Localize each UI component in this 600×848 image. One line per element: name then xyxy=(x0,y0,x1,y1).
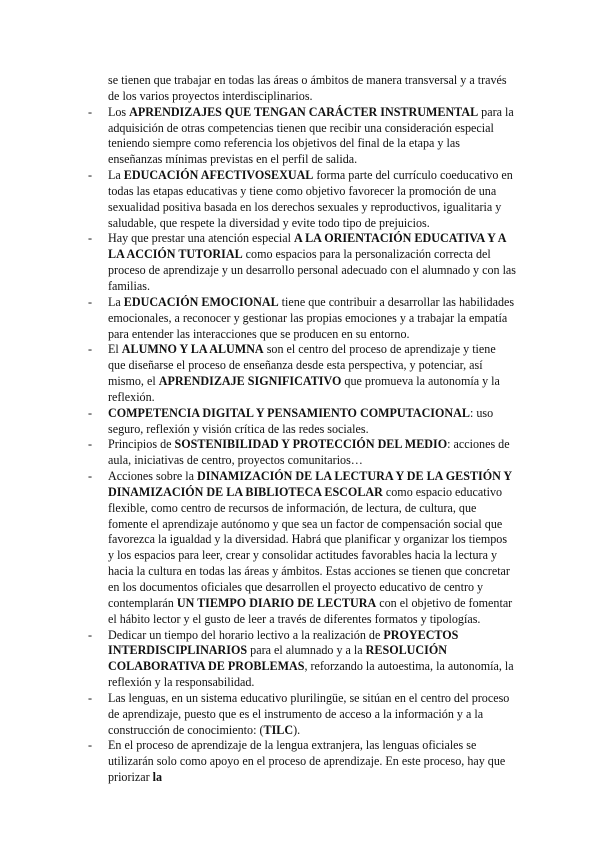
list-item xyxy=(88,168,516,231)
item-text: como espacios para la personalización correcta del proceso de aprendizaje y un desarrollo personal adecuado con el alumnado y con las familias. xyxy=(108,247,517,293)
bold-term: EDUCACIÓN EMOCIONAL xyxy=(123,294,279,309)
list-item xyxy=(88,469,516,627)
bullet-dash: - xyxy=(88,294,93,309)
bold-term: UN TIEMPO DIARIO DE LECTURA xyxy=(176,595,377,610)
item-text: Las lenguas, en un sistema educativo plurilingüe, se sitúan en el centro del proceso de aprendizaje, puesto que es el instrumento de acceso a la información y a la construcción de conocimiento: ( xyxy=(108,690,510,737)
bullet-dash: - xyxy=(88,104,93,119)
list-item xyxy=(88,104,516,168)
item-text: Dedicar un tiempo del horario lectivo a la realización de xyxy=(108,627,384,642)
bold-term: SOSTENIBILIDAD Y PROTECCIÓN DEL MEDIO xyxy=(174,437,448,452)
bullet-dash: - xyxy=(88,627,93,642)
bold-term: APRENDIZAJES QUE TENGAN CARÁCTER INSTRUMENTAL xyxy=(129,104,479,119)
item-text: que promueva la autonomía y la reflexión. xyxy=(108,374,500,404)
bold-term: RESOLUCIÓN COLABORATIVA DE PROBLEMAS xyxy=(108,643,447,674)
list-item xyxy=(88,342,516,405)
item-text: para el alumnado y a la xyxy=(247,643,366,658)
item-text: Principios de xyxy=(108,437,175,452)
list-item xyxy=(88,294,516,343)
document-body xyxy=(88,73,517,786)
bold-term: TILC xyxy=(263,722,294,737)
list-item xyxy=(88,738,516,786)
bold-term: DINAMIZACIÓN DE LA LECTURA Y DE LA GESTIÓN Y DINAMIZACIÓN DE LA BIBLIOTECA ESCOLAR xyxy=(108,469,512,499)
item-text: El xyxy=(108,342,122,357)
item-text: Los xyxy=(108,104,130,119)
bullet-dash: - xyxy=(88,738,93,753)
list-item xyxy=(88,627,516,691)
bullet-list xyxy=(88,104,517,786)
list-item xyxy=(88,405,516,438)
item-text: para la adquisición de otras competencias tienen que recibir una consideración especial teniendo siempre como referencia los objetivos del final de la etapa y las enseñanzas mínimas previstas en el perfil de salida. xyxy=(108,104,514,167)
item-text: forma parte del currículo coeducativo en todas las etapas educativas y tiene como objetivo favorecer la promoción de una sexualidad positiva basada en los derechos sexuales y reproductivos, igualitaria y saludable, que respete la diversidad y evite todo tipo de prejuicios. xyxy=(108,168,513,230)
continuation-paragraph: se tienen que trabajar en todas las áreas o ámbitos de manera transversal y a través de los varios proyectos interdisciplinarios. xyxy=(108,73,507,103)
list-item xyxy=(88,231,517,294)
bullet-dash: - xyxy=(88,342,93,357)
list-item xyxy=(88,437,516,469)
item-text: Hay que prestar una atención especial xyxy=(108,231,295,246)
bullet-dash: - xyxy=(88,437,93,452)
item-text: ). xyxy=(293,722,301,737)
bold-term: COMPETENCIA DIGITAL Y PENSAMIENTO COMPUTACIONAL xyxy=(108,405,470,420)
bullet-dash: - xyxy=(88,231,93,246)
item-text: : uso seguro, reflexión y visión crítica de las redes sociales. xyxy=(108,405,494,436)
item-text: En el proceso de aprendizaje de la lengua extranjera, las lenguas oficiales se utilizarán solo como apoyo en el proceso de aprendizaje. En este proceso, hay que priorizar xyxy=(108,738,506,785)
list-item xyxy=(88,690,516,739)
bullet-dash: - xyxy=(88,405,93,420)
bold-term: EDUCACIÓN AFECTIVOSEXUAL xyxy=(123,168,314,183)
bullet-dash: - xyxy=(88,469,93,484)
bold-term: A LA ORIENTACIÓN EDUCATIVA Y A LA ACCIÓN TUTORIAL xyxy=(108,231,506,262)
item-text: son el centro del proceso de aprendizaje y tiene que diseñarse el proceso de enseñanza desde esta perspectiva, y potenciar, así mismo, el xyxy=(108,342,496,389)
item-text: , reforzando la autoestima, la autonomía, la reflexión y la responsabilidad. xyxy=(108,659,514,690)
item-text: como espacio educativo flexible, como centro de recursos de información, de lectura, de cultura, que fomente el aprendizaje autónomo y que sea un factor de compensación social que favorezca la igualdad y la diversidad. Habrá que planificar y organizar los tiempos y los espacios para leer, crear y consolidar actitudes favorables hacia la lectura y hacia la cultura en todas las áreas y ámbitos. Estas acciones se tienen que concretar en los documentos oficiales que desarrollen el proyecto educativo de centro y contemplarán xyxy=(108,484,510,610)
item-text: tiene que contribuir a desarrollar las habilidades emocionales, a reconocer y gestionar las propias emociones y a trabajar la empatía para entender las interacciones que se producen en su entorno. xyxy=(108,294,515,341)
item-text: Acciones sobre la xyxy=(108,469,197,484)
bold-term: PROYECTOS INTERDISCIPLINARIOS xyxy=(108,627,459,658)
bold-term: ALUMNO Y LA ALUMNA xyxy=(121,342,264,357)
item-text: : acciones de aula, iniciativas de centro, proyectos comunitarios… xyxy=(108,437,510,468)
bullet-dash: - xyxy=(88,168,93,183)
item-text: La xyxy=(108,168,124,183)
item-text: La xyxy=(108,294,124,309)
item-text: con el objetivo de fomentar el hábito lector y el gusto de leer a través de diferentes formatos y tipologías. xyxy=(108,595,513,626)
bold-term: APRENDIZAJE SIGNIFICATIVO xyxy=(158,374,342,389)
bold-term: la xyxy=(152,770,163,785)
bullet-dash: - xyxy=(88,690,93,705)
